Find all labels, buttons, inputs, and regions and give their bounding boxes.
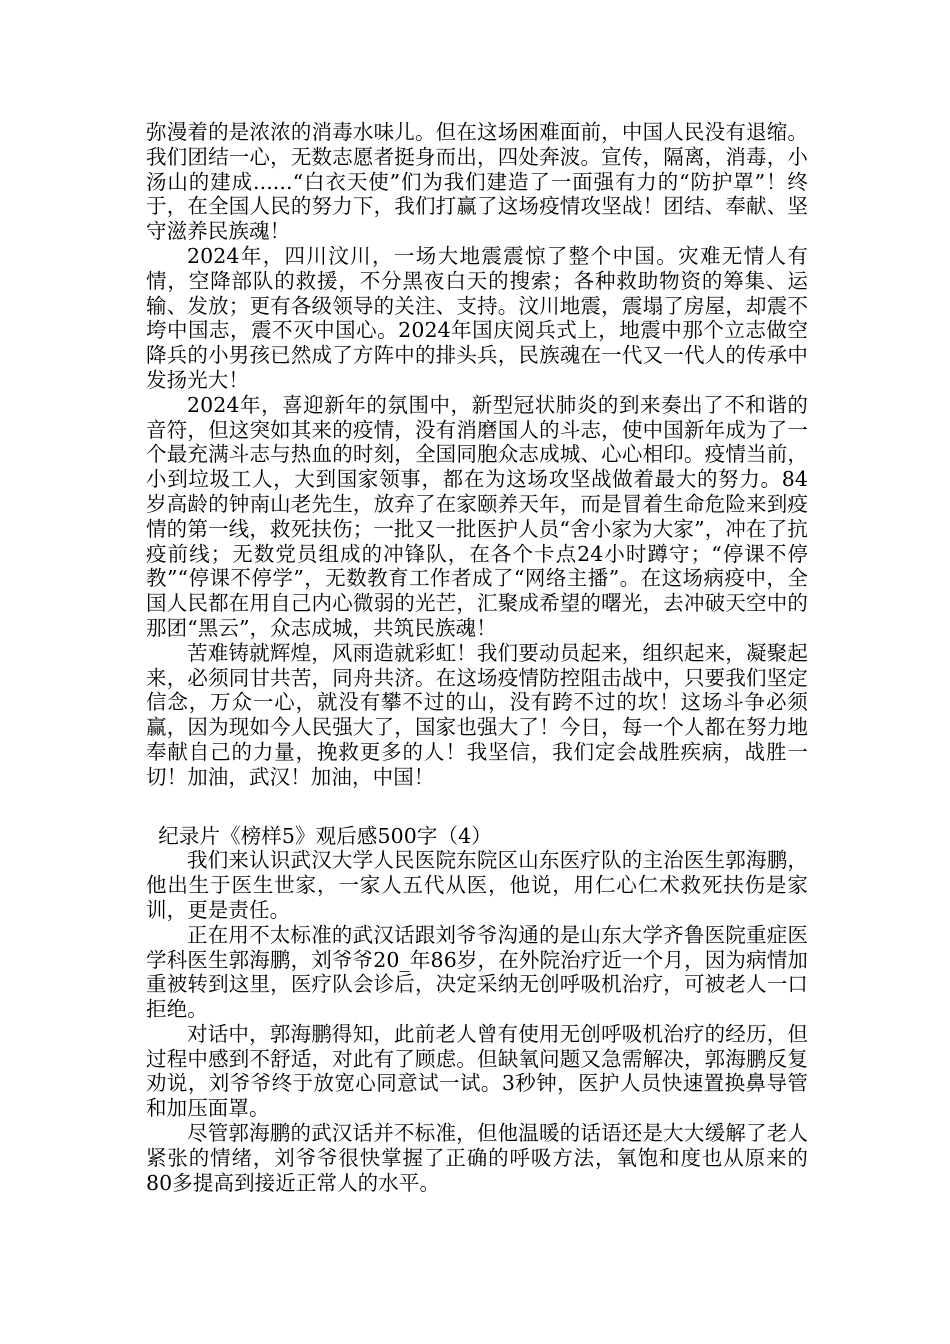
paragraph: 2024年，喜迎新年的氛围中，新型冠状肺炎的到来奏出了不和谐的音符，但这突如其来的疫情，没有消磨国人的斗志，使中国新年成为了一个最充满斗志与热血的时刻，全国同胞众志成城、心心相印。疫情当前，小到垃圾工人，大到国家领事，都在为这场攻坚战做着最大的努力。84岁高龄的钟南山老先生，放弃了在家颐养天年，而是冒着生命危险来到疫情的第一线，救死扶伤；一批又一批医护人员“舍小家为大家”，冲在了抗疫前线；无数党员组成的冲锋队，在各个卡点24小时蹲守；“停课不停教”“停课不停学”，无数教育工作者成了“网络主播”。在这场病疫中，全国人民都在用自己内心微弱的光芒，汇聚成希望的曙光，去冲破天空中的那团“黑云”，众志成城，共筑民族魂！ bbox=[146, 392, 808, 640]
paragraph: 苦难铸就辉煌，风雨造就彩虹！我们要动员起来，组织起来，凝聚起来，必须同甘共苦，同舟共济。在这场疫情防控阻击战中，只要我们坚定信念，万众一心，就没有攀不过的山，没有跨不过的坎！这场斗争必须赢，因为现如今人民强大了，国家也强大了！今日，每一个人都在努力地奉献自己的力量，挽救更多的人！我坚信，我们定会战胜疾病，战胜一切！加油，武汉！加油，中国！ bbox=[146, 640, 808, 789]
paragraph: 我们来认识武汉大学人民医院东院区山东医疗队的主治医生郭海鹏，他出生于医生世家，一家人五代从医，他说，用仁心仁术救死扶伤是家训，更是责任。 bbox=[146, 848, 808, 922]
section-title: 纪录片《榜样5》观后感500字（4） bbox=[158, 823, 492, 848]
paragraph: 正在用不太标准的武汉话跟刘爷爷沟通的是山东大学齐鲁医院重症医学科医生郭海鹏，刘爷爷20_年86岁，在外院治疗近一个月，因为病情加重被转到这里，医疗队会诊后，决定采纳无创呼吸机治疗，可被老人一口拒绝。 bbox=[146, 922, 808, 1022]
paragraph: 弥漫着的是浓浓的消毒水味儿。但在这场困难面前，中国人民没有退缩。我们团结一心，无数志愿者挺身而出，四处奔波。宣传，隔离，消毒，小汤山的建成......“白衣天使”们为我们建造了一面强有力的“防护罩”！终于，在全国人民的努力下，我们打赢了这场疫情攻坚战！团结、奉献、坚守滋养民族魂！ bbox=[146, 120, 808, 244]
paragraph: 2024年，四川汶川，一场大地震震惊了整个中国。灾难无情人有情，空降部队的救援，不分黑夜白天的搜索；各种救助物资的筹集、运输、发放；更有各级领导的关注、支持。汶川地震，震塌了房屋，却震不垮中国志，震不灭中国心。2024年国庆阅兵式上，地震中那个立志做空降兵的小男孩已然成了方阵中的排头兵，民族魂在一代又一代人的传承中发扬光大！ bbox=[146, 243, 808, 392]
document-page bbox=[146, 120, 808, 1195]
paragraph: 对话中，郭海鹏得知，此前老人曾有使用无创呼吸机治疗的经历，但过程中感到不舒适，对此有了顾虑。但缺氧问题又急需解决，郭海鹏反复劝说，刘爷爷终于放宽心同意试一试。3秒钟，医护人员快速置换鼻导管和加压面罩。 bbox=[146, 1021, 808, 1121]
paragraph: 尽管郭海鹏的武汉话并不标准，但他温暖的话语还是大大缓解了老人紧张的情绪，刘爷爷很快掌握了正确的呼吸方法，氧饱和度也从原来的80多提高到接近正常人的水平。 bbox=[146, 1121, 808, 1195]
